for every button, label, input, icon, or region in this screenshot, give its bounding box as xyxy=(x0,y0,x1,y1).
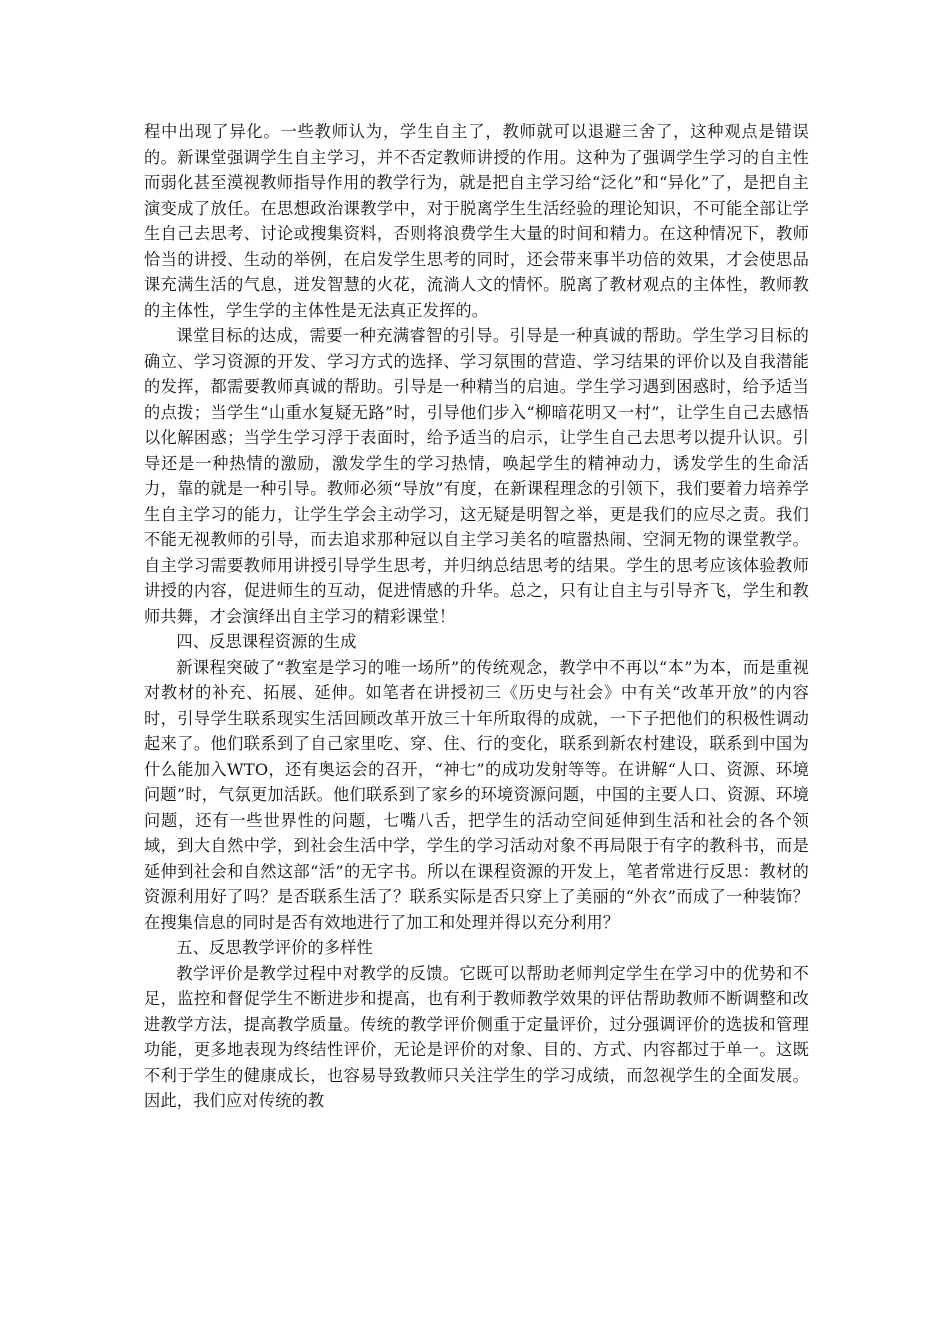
paragraph-1: 程中出现了异化。一些教师认为，学生自主了，教师就可以退避三舍了，这种观点是错误的。新课堂强调学生自主学习，并不否定教师讲授的作用。这种为了强调学生学习的自主性而弱化甚至漠视教师指导作用的教学行为，就是把自主学习给“泛化”和“异化”了，是把自主演变成了放任。在思想政治课教学中，对于脱离学生生活经验的理论知识，不可能全部让学生自己去思考、讨论或搜集资料，否则将浪费学生大量的时间和精力。在这种情况下，教师恰当的讲授、生动的举例，在启发学生思考的同时，还会带来事半功倍的效果，才会使思品课充满生活的气息，迸发智慧的火花，流淌人文的情怀。脱离了教材观点的主体性，教师教的主体性，学生学的主体性是无法真正发挥的。 xyxy=(144,122,809,320)
paragraph-3: 新课程突破了“教室是学习的唯一场所”的传统观念，教学中不再以“本”为本，而是重视对教材的补充、拓展、延伸。如笔者在讲授初三《历史与社会》中有关“改革开放”的内容时，引导学生联系现实生活回顾改革开放三十年所取得的成就，一下子把他们的积极性调动起来了。他们联系到了自己家里吃、穿、住、行的变化，联系到新农村建设，联系到中国为什么能加入WTO，还有奥运会的召开，“神七”的成功发射等等。在讲解“人口、资源、环境问题”时，气氛更加活跃。他们联系到了家乡的环境资源问题，中国的主要人口、资源、环境问题，还有一些世界性的问题，七嘴八舌，把学生的活动空间延伸到生活和社会的各个领域，到大自然中学，到社会生活中学，学生的学习活动对象不再局限于有字的教科书，而是延伸到社会和自然这部“活”的无字书。所以在课程资源的开发上，笔者常进行反思：教材的资源利用好了吗？是否联系生活了？联系实际是否只穿上了美丽的“外衣”而成了一种装饰？在搜集信息的同时是否有效地进行了加工和处理并得以充分利用？ xyxy=(144,657,809,932)
section-heading-5: 五、反思教学评价的多样性 xyxy=(176,938,374,957)
paragraph-4: 教学评价是教学过程中对教学的反馈。它既可以帮助老师判定学生在学习中的优势和不足，监控和督促学生不断进步和提高，也有利于教师教学效果的评估帮助教师不断调整和改进教学方法，提高教学质量。传统的教学评价侧重于定量评价，过分强调评价的选拔和管理功能，更多地表现为终结性评价，无论是评价的对象、目的、方式、内容都过于单一。这既不利于学生的健康成长，也容易导致教师只关注学生的学习成绩，而忽视学生的全面发展。因此，我们应对传统的教 xyxy=(144,963,809,1110)
document-page xyxy=(144,119,809,1114)
section-heading-4: 四、反思课程资源的生成 xyxy=(176,632,357,651)
paragraph-2: 课堂目标的达成，需要一种充满睿智的引导。引导是一种真诚的帮助。学生学习目标的确立、学习资源的开发、学习方式的选择、学习氛围的营造、学习结果的评价以及自我潜能的发挥，都需要教师真诚的帮助。引导是一种精当的启迪。学生学习遇到困惑时，给予适当的点拨；当学生“山重水复疑无路”时，引导他们步入“柳暗花明又一村”，让学生自己去感悟以化解困惑；当学生学习浮于表面时，给予适当的启示，让学生自己去思考以提升认识。引导还是一种热情的激励，激发学生的学习热情，唤起学生的精神动力，诱发学生的生命活力，靠的就是一种引导。教师必须“导放”有度，在新课程理念的引领下，我们要着力培养学生自主学习的能力，让学生学会主动学习，这无疑是明智之举，更是我们的应尽之责。我们不能无视教师的引导，而去追求那种冠以自主学习美名的喧嚣热闹、空洞无物的课堂教学。自主学习需要教师用讲授引导学生思考，并归纳总结思考的结果。学生的思考应该体验教师讲授的内容，促进师生的互动，促进情感的升华。总之，只有让自主与引导齐飞，学生和教师共舞，才会演绎出自主学习的精彩课堂！ xyxy=(144,326,809,626)
